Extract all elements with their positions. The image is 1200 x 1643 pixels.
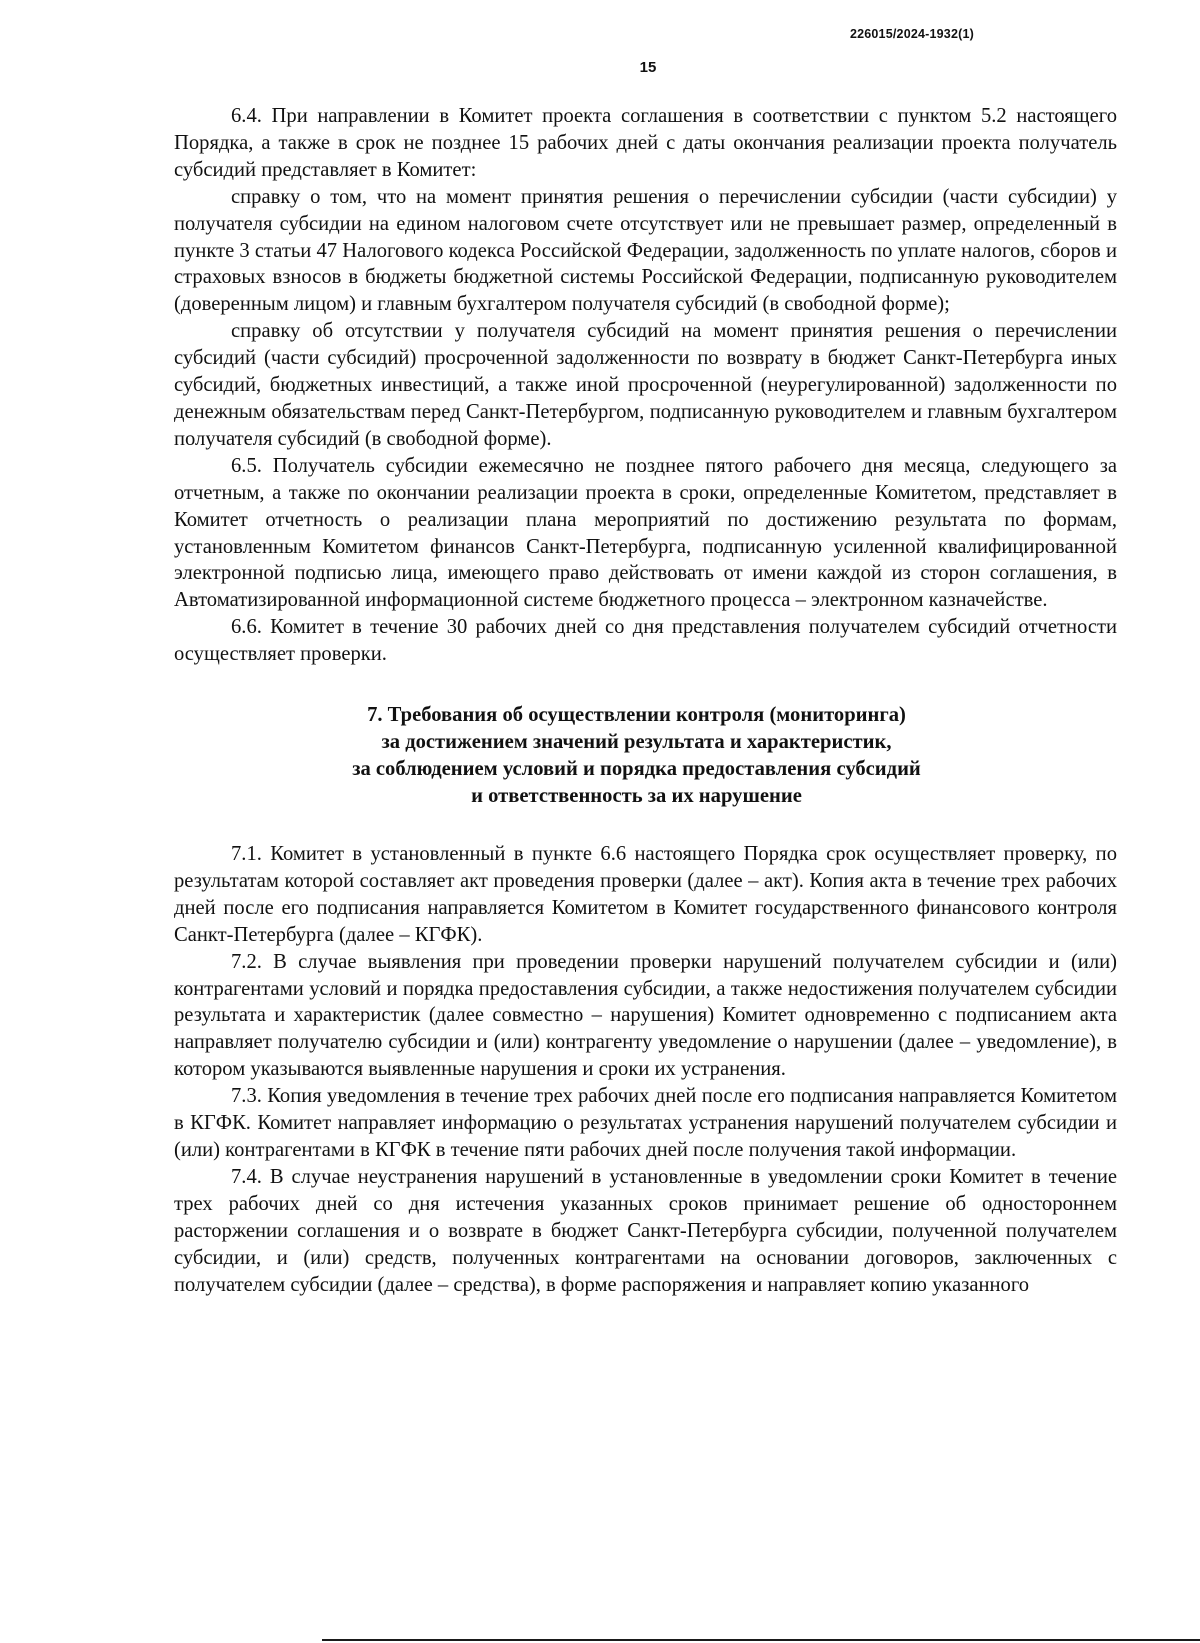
- section-heading-line: за достижением значений результата и характеристик,: [381, 731, 892, 754]
- section-heading-line: за соблюдением условий и порядка предоставления субсидий: [352, 758, 921, 781]
- scan-bottom-edge-divider: [322, 1639, 1200, 1641]
- paragraph-7-2: 7.2. В случае выявления при проведении проверки нарушений получателем субсидии и (или) контрагентами условий и порядка предоставления субсидии, а также недостижения получателем субсидии результата и характеристик (далее совместно – нарушения) Комитет одновременно с подписанием акта направляет получателю субсидии и (или) контрагенту уведомление о нарушении (далее – уведомление), в котором указываются выявленные нарушения и сроки их устранения.: [174, 950, 1117, 1081]
- document-body: [174, 103, 1117, 1298]
- paragraph-6-5: 6.5. Получатель субсидии ежемесячно не позднее пятого рабочего дня месяца, следующего за отчетным, а также по окончании реализации проекта в сроки, определенные Комитетом, представляет в Комитет отчетность о реализации плана мероприятий по достижению результата по формам, установленным Комитетом финансов Санкт-Петербурга, подписанную усиленной квалифицированной электронной подписью лица, имеющего право действовать от имени каждой из сторон соглашения, в Автоматизированной информационной системе бюджетного процесса – электронном казначействе.: [174, 454, 1117, 612]
- paragraph-6-4: 6.4. При направлении в Комитет проекта соглашения в соответствии с пунктом 5.2 настоящего Порядка, а также в срок не позднее 15 рабочих дней с даты окончания реализации проекта получатель субсидий представляет в Комитет:: [174, 105, 1117, 181]
- paragraph-7-4: 7.4. В случае неустранения нарушений в установленные в уведомлении сроки Комитет в течение трех рабочих дней со дня истечения указанных сроков принимает решение об одностороннем расторжении соглашения и о возврате в бюджет Санкт-Петербурга субсидии, полученной получателем субсидии, и (или) средств, полученных контрагентами на основании договоров, заключенных с получателем субсидии (далее – средства), в форме распоряжения и направляет копию указанного: [174, 1165, 1117, 1296]
- section-heading-line: 7. Требования об осуществлении контроля (мониторинга): [367, 704, 906, 727]
- paragraph-7-1: 7.1. Комитет в установленный в пункте 6.6 настоящего Порядка срок осуществляет проверку, по результатам которой составляет акт проведения проверки (далее – акт). Копия акта в течение трех рабочих дней после его подписания направляется Комитетом в Комитет государственного финансового контроля Санкт-Петербурга (далее – КГФК).: [174, 843, 1117, 946]
- section-heading-line: и ответственность за их нарушение: [471, 785, 802, 808]
- document-registration-number: 226015/2024-1932(1): [849, 27, 974, 41]
- page-number: 15: [639, 59, 657, 76]
- paragraph-7-3: 7.3. Копия уведомления в течение трех рабочих дней после его подписания направляется Комитетом в КГФК. Комитет направляет информацию о результатах устранения нарушений получателем субсидии и (или) контрагентами в КГФК в течение пяти рабочих дней после получения такой информации.: [174, 1085, 1117, 1161]
- paragraph-tax-certificate: справку о том, что на момент принятия решения о перечислении субсидии (части субсидии) у получателя субсидии на едином налоговом счете отсутствует или не превышает размер, определенный в пункте 3 статьи 47 Налогового кодекса Российской Федерации, задолженность по уплате налогов, сборов и страховых взносов в бюджеты бюджетной системы Российской Федерации, подписанную руководителем (доверенным лицом) и главным бухгалтером получателя субсидий (в свободной форме);: [174, 185, 1117, 316]
- paragraph-debt-certificate: справку об отсутствии у получателя субсидий на момент принятия решения о перечислении субсидий (части субсидий) просроченной задолженности по возврату в бюджет Санкт-Петербурга иных субсидий, бюджетных инвестиций, а также иной просроченной (неурегулированной) задолженности по денежным обязательствам перед Санкт-Петербургом, подписанную руководителем и главным бухгалтером получателя субсидий (в свободной форме).: [174, 320, 1117, 450]
- paragraph-6-6: 6.6. Комитет в течение 30 рабочих дней со дня представления получателем субсидий отчетности осуществляет проверки.: [174, 616, 1117, 666]
- section-7-heading: [174, 702, 1117, 810]
